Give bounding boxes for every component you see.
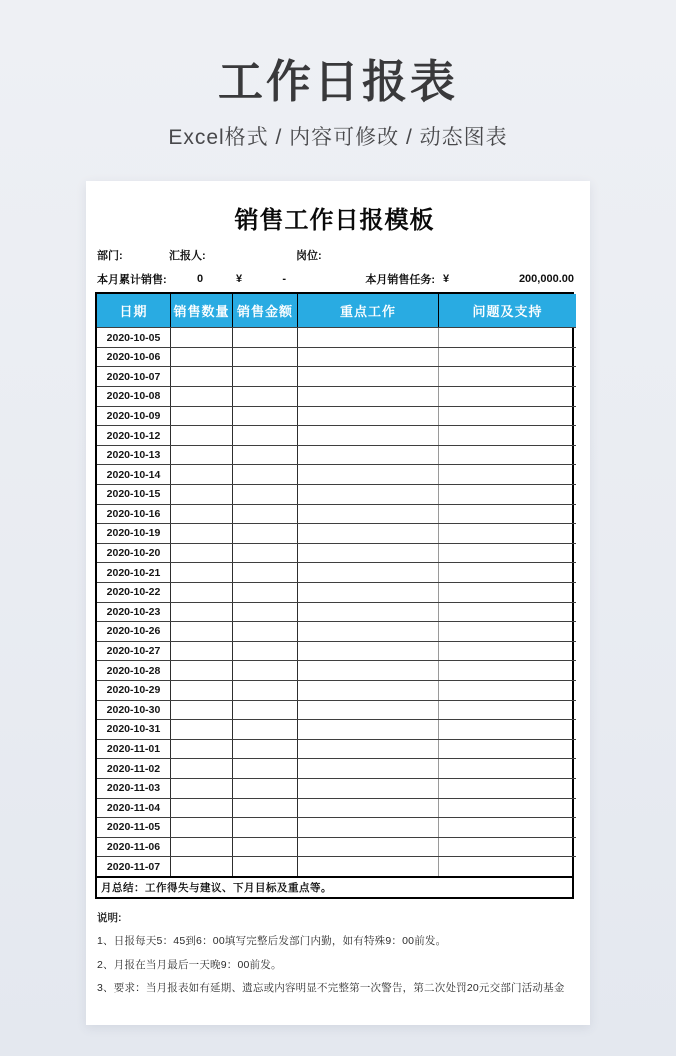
template-preview-card — [86, 181, 590, 1025]
table-row — [97, 817, 576, 837]
date-cell: 2020-10-05 — [97, 328, 171, 347]
empty-cell — [298, 838, 439, 857]
cumulative-amount-value: - — [282, 273, 286, 286]
date-cell: 2020-11-02 — [97, 759, 171, 778]
date-cell: 2020-11-04 — [97, 799, 171, 818]
department-label: 部门: — [97, 250, 123, 263]
empty-cell — [171, 603, 233, 622]
empty-cell — [171, 818, 233, 837]
empty-cell — [233, 426, 298, 445]
empty-cell — [233, 701, 298, 720]
date-cell: 2020-10-15 — [97, 485, 171, 504]
empty-cell — [298, 779, 439, 798]
date-cell: 2020-11-01 — [97, 740, 171, 759]
date-cell: 2020-10-27 — [97, 642, 171, 661]
table-row — [97, 484, 576, 504]
empty-cell — [439, 681, 576, 700]
empty-cell — [233, 759, 298, 778]
table-row — [97, 347, 576, 367]
empty-cell — [171, 485, 233, 504]
empty-cell — [171, 838, 233, 857]
empty-cell — [439, 505, 576, 524]
empty-cell — [439, 857, 576, 876]
empty-cell — [298, 857, 439, 876]
table-row — [97, 798, 576, 818]
empty-cell — [298, 446, 439, 465]
empty-cell — [233, 799, 298, 818]
empty-cell — [233, 583, 298, 602]
empty-cell — [171, 583, 233, 602]
empty-cell — [233, 328, 298, 347]
empty-cell — [439, 407, 576, 426]
empty-cell — [298, 720, 439, 739]
empty-cell — [439, 622, 576, 641]
empty-cell — [439, 838, 576, 857]
empty-cell — [298, 818, 439, 837]
totals-row — [95, 271, 574, 287]
table-row — [97, 464, 576, 484]
date-cell: 2020-10-22 — [97, 583, 171, 602]
empty-cell — [171, 505, 233, 524]
empty-cell — [298, 661, 439, 680]
table-row — [97, 660, 576, 680]
info-fields-row — [95, 247, 574, 263]
empty-cell — [439, 661, 576, 680]
empty-cell — [233, 681, 298, 700]
empty-cell — [171, 779, 233, 798]
empty-cell — [171, 524, 233, 543]
empty-cell — [439, 563, 576, 582]
empty-cell — [171, 740, 233, 759]
empty-cell — [171, 407, 233, 426]
sheet-title: 销售工作日报模板 — [234, 207, 435, 235]
empty-cell — [171, 446, 233, 465]
table-row — [97, 641, 576, 661]
date-cell: 2020-10-29 — [97, 681, 171, 700]
cumulative-amount-cell — [231, 273, 296, 285]
date-cell: 2020-10-13 — [97, 446, 171, 465]
empty-cell — [298, 642, 439, 661]
empty-cell — [233, 661, 298, 680]
position-label: 岗位: — [296, 250, 322, 263]
empty-cell — [233, 407, 298, 426]
column-header-date: 日期 — [97, 294, 171, 327]
empty-cell — [439, 367, 576, 386]
empty-cell — [298, 583, 439, 602]
empty-cell — [233, 563, 298, 582]
sales-task-label: 本月销售任务: — [365, 274, 435, 287]
empty-cell — [439, 446, 576, 465]
date-cell: 2020-10-19 — [97, 524, 171, 543]
empty-cell — [298, 426, 439, 445]
empty-cell — [171, 799, 233, 818]
table-row — [97, 543, 576, 563]
date-cell: 2020-10-14 — [97, 465, 171, 484]
empty-cell — [439, 328, 576, 347]
empty-cell — [439, 348, 576, 367]
empty-cell — [171, 328, 233, 347]
empty-cell — [233, 603, 298, 622]
empty-cell — [298, 622, 439, 641]
empty-cell — [171, 642, 233, 661]
empty-cell — [171, 701, 233, 720]
empty-cell — [439, 759, 576, 778]
date-cell: 2020-10-26 — [97, 622, 171, 641]
table-row — [97, 562, 576, 582]
notes-section — [95, 910, 574, 996]
empty-cell — [298, 544, 439, 563]
empty-cell — [439, 740, 576, 759]
empty-cell — [171, 544, 233, 563]
empty-cell — [233, 367, 298, 386]
table-row — [97, 856, 576, 876]
table-row — [97, 386, 576, 406]
table-body — [97, 327, 572, 876]
date-cell: 2020-10-21 — [97, 563, 171, 582]
empty-cell — [439, 799, 576, 818]
page-header — [0, 0, 676, 151]
table-row — [97, 504, 576, 524]
empty-cell — [298, 387, 439, 406]
empty-cell — [171, 622, 233, 641]
daily-report-table — [95, 292, 574, 899]
empty-cell — [298, 563, 439, 582]
date-cell: 2020-11-05 — [97, 818, 171, 837]
month-summary-row: 月总结：工作得失与建议、下月目标及重点等。 — [97, 876, 572, 897]
empty-cell — [439, 701, 576, 720]
empty-cell — [171, 759, 233, 778]
notes-heading: 说明: — [97, 911, 122, 924]
date-cell: 2020-10-09 — [97, 407, 171, 426]
table-row — [97, 778, 576, 798]
empty-cell — [439, 485, 576, 504]
cumulative-sales-label: 本月累计销售: — [97, 274, 167, 287]
empty-cell — [233, 740, 298, 759]
currency-symbol: ¥ — [236, 273, 243, 286]
empty-cell — [171, 426, 233, 445]
table-row — [97, 327, 576, 347]
table-row — [97, 406, 576, 426]
empty-cell — [233, 485, 298, 504]
empty-cell — [171, 661, 233, 680]
table-row — [97, 425, 576, 445]
empty-cell — [171, 387, 233, 406]
empty-cell — [298, 524, 439, 543]
empty-cell — [439, 387, 576, 406]
empty-cell — [439, 779, 576, 798]
date-cell: 2020-10-28 — [97, 661, 171, 680]
date-cell: 2020-10-06 — [97, 348, 171, 367]
reporter-label: 汇报人: — [169, 250, 206, 263]
date-cell: 2020-10-12 — [97, 426, 171, 445]
empty-cell — [298, 759, 439, 778]
empty-cell — [439, 465, 576, 484]
empty-cell — [233, 465, 298, 484]
table-row — [97, 719, 576, 739]
column-header-issues-support: 问题及支持 — [472, 304, 543, 320]
table-row — [97, 445, 576, 465]
empty-cell — [171, 465, 233, 484]
empty-cell — [298, 740, 439, 759]
empty-cell — [298, 681, 439, 700]
date-cell: 2020-10-30 — [97, 701, 171, 720]
empty-cell — [171, 348, 233, 367]
empty-cell — [298, 407, 439, 426]
date-cell: 2020-11-06 — [97, 838, 171, 857]
empty-cell — [439, 720, 576, 739]
empty-cell — [233, 779, 298, 798]
table-row — [97, 700, 576, 720]
empty-cell — [439, 544, 576, 563]
note-item: 3、要求：当月报表如有延期、遗忘或内容明显不完整第一次警告，第二次处罚20元交部门活动基金 — [97, 982, 565, 995]
date-cell: 2020-10-20 — [97, 544, 171, 563]
empty-cell — [439, 642, 576, 661]
note-item: 1、日报每天5：45到6：00填写完整后发部门内勤，如有特殊9：00前发。 — [97, 935, 447, 948]
empty-cell — [439, 426, 576, 445]
empty-cell — [171, 857, 233, 876]
empty-cell — [233, 857, 298, 876]
page-title: 工作日报表 — [217, 56, 458, 107]
table-row — [97, 582, 576, 602]
note-item: 2、月报在当月最后一天晚9：00前发。 — [97, 958, 282, 971]
empty-cell — [298, 465, 439, 484]
date-cell: 2020-10-07 — [97, 367, 171, 386]
empty-cell — [298, 328, 439, 347]
column-header-sales-amount: 销售金额 — [233, 294, 298, 327]
empty-cell — [233, 348, 298, 367]
empty-cell — [171, 367, 233, 386]
empty-cell — [298, 701, 439, 720]
empty-cell — [298, 367, 439, 386]
empty-cell — [298, 505, 439, 524]
empty-cell — [233, 642, 298, 661]
currency-symbol: ¥ — [443, 273, 450, 286]
empty-cell — [298, 348, 439, 367]
table-row — [97, 602, 576, 622]
cumulative-qty-value: 0 — [196, 273, 204, 286]
column-header-key-work: 重点工作 — [298, 294, 439, 327]
column-header-sales-qty: 销售数量 — [171, 294, 233, 327]
empty-cell — [233, 505, 298, 524]
empty-cell — [439, 583, 576, 602]
table-row — [97, 739, 576, 759]
empty-cell — [171, 681, 233, 700]
empty-cell — [439, 524, 576, 543]
empty-cell — [298, 603, 439, 622]
table-row — [97, 523, 576, 543]
table-row — [97, 621, 576, 641]
empty-cell — [171, 563, 233, 582]
date-cell: 2020-11-07 — [97, 857, 171, 876]
empty-cell — [298, 485, 439, 504]
table-header-row — [97, 294, 576, 327]
empty-cell — [439, 818, 576, 837]
date-cell: 2020-10-23 — [97, 603, 171, 622]
page-subtitle: Excel格式 / 内容可修改 / 动态图表 — [168, 126, 508, 150]
table-row — [97, 680, 576, 700]
task-amount-value: 200,000.00 — [518, 273, 574, 286]
date-cell: 2020-10-16 — [97, 505, 171, 524]
table-row — [97, 837, 576, 857]
empty-cell — [233, 544, 298, 563]
empty-cell — [233, 524, 298, 543]
date-cell: 2020-10-31 — [97, 720, 171, 739]
empty-cell — [233, 838, 298, 857]
empty-cell — [233, 446, 298, 465]
empty-cell — [233, 818, 298, 837]
empty-cell — [233, 622, 298, 641]
empty-cell — [439, 603, 576, 622]
empty-cell — [298, 799, 439, 818]
empty-cell — [233, 387, 298, 406]
empty-cell — [171, 720, 233, 739]
sales-task-cell — [437, 273, 574, 285]
table-row — [97, 758, 576, 778]
date-cell: 2020-10-08 — [97, 387, 171, 406]
empty-cell — [233, 720, 298, 739]
date-cell: 2020-11-03 — [97, 779, 171, 798]
table-row — [97, 366, 576, 386]
